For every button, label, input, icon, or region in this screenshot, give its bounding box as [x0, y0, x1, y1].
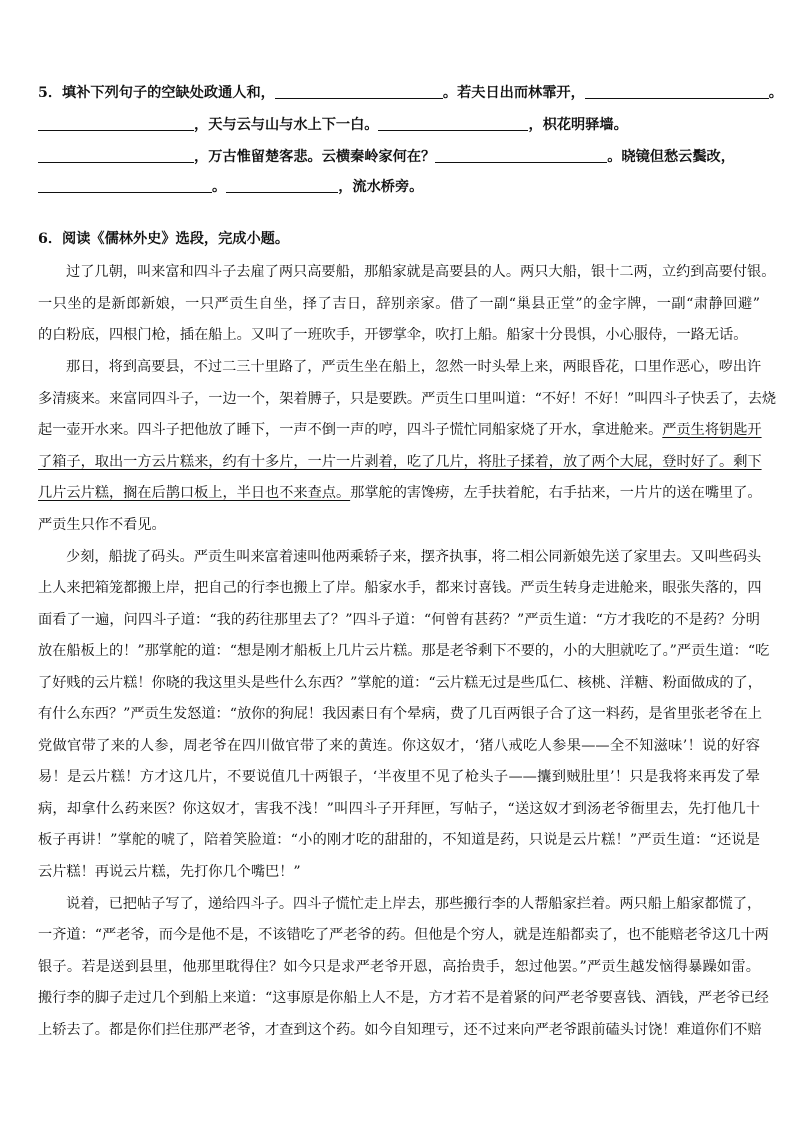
p3-line: 面看了一遍，问四斗子道：“我的药往那里去了？”四斗子道：“何曾有甚药？”严贡生道：“方才我吃的不是药？分明: [38, 612, 760, 628]
p3-line: 易！是云片糕！方才这几片，不要说值几十两银子，‘半夜里不见了枪头子——攮到贼肚里’！只是我将来再发了晕: [38, 769, 760, 785]
p4-line: 一齐道：“严老爷，而今是他不是，不该错吃了严老爷的药。但他是个穷人，就是连船都卖了，也不能赔老爷这几十两: [38, 927, 769, 943]
q5-line-1: [38, 82, 783, 104]
blank: [38, 115, 194, 131]
q5-text: ，枳花明驿墙。: [528, 117, 628, 133]
p4-line: 上轿去了。都是你们拦住那严老爷，才查到这个药。如今自知理亏，还不过来向严老爷跟前磕头讨饶！难道你们不赔: [38, 1022, 762, 1038]
p3-line: 上人来把箱笼都搬上岸，把自己的行李也搬上了岸。船家水手，都来讨喜钱。严贡生转身走进舱来，眼张失落的，四: [38, 580, 762, 596]
p3-line: 少刻，船拢了码头。严贡生叫来富着速叫他两乘轿子来，摆齐执事，将二相公同新娘先送了家里去。又叫些码头: [66, 549, 762, 565]
p2-line: [38, 419, 760, 441]
underlined-passage: 了箱子，取出一方云片糕来，约有十多片，一片一片剥着，吃了几片，将肚子揉着，放了两个大屁，登时好了。剩下: [38, 454, 762, 470]
blank: [275, 83, 443, 99]
p2-text: 那掌舵的害馋痨，左手扶着舵，右手拈来，一片片的送在嘴里了。: [350, 485, 762, 501]
blank: [378, 115, 528, 131]
p2-text: 起一壶开水来。四斗子把他放了睡下，一声不倒一声的哼，四斗子慌忙同船家烧了开水，拿进舱来。: [38, 422, 663, 438]
p3-line: 有什么东西？”严贡生发怒道：“放你的狗屁！我因素日有个晕病，费了几百两银子合了这一料药，是省里张老爷在上: [38, 706, 762, 722]
p3-line: 云片糕！再说云片糕，先打你几个嘴巴！”: [38, 864, 301, 880]
p1-line: 过了几朝，叫来富和四斗子去雇了两只高要船，那船家就是高要县的人。两只大船，银十二两，立约到高要付银。: [66, 264, 776, 280]
p3-line: 党做官带了来的人参，周老爷在四川做官带了来的黄连。你这奴才，‘猪八戒吃人参果——全不知滋味’！说的好容: [38, 738, 760, 754]
q5-text: 。: [768, 85, 783, 101]
p2-line: [38, 482, 760, 504]
p3-line: 放在船板上的！”那掌舵的道：“想是刚才船板上几片云片糕。那是老爷剩下不要的，小的大胆就吃了。”严贡生道：“吃: [38, 643, 770, 659]
q5-line-3: [38, 146, 760, 168]
underlined-passage: 严贡生将钥匙开: [662, 422, 762, 438]
p3-line: 病，却拿什么药来医？你这奴才，害我不浅！”叫四斗子开拜匣，写帖子，“送这奴才到汤老爷衙里去，先打他几十: [38, 801, 760, 817]
q5-text: ，万古惟留楚客悲。云横秦岭家何在？: [194, 149, 436, 165]
q5-text: ，天与云与山与水上下一白。: [194, 117, 379, 133]
p2-line: 严贡生只作不看见。: [38, 517, 166, 533]
p4-line: 说着，已把帖子写了，递给四斗子。四斗子慌忙走上岸去，那些搬行李的人帮船家拦着。两只船上船家都慌了，: [66, 896, 762, 912]
blank: [38, 177, 212, 193]
p1-line: 一只坐的是新郎新娘，一只严贡生自坐，择了吉日，辞别亲家。借了一副“巢县正堂”的金字牌，一副“肃静回避”: [38, 296, 760, 312]
blank: [38, 147, 194, 163]
q5-line-4: [38, 176, 760, 198]
q5-text: 。晓镜但愁云鬓改，: [607, 149, 735, 165]
q5-text: 5．填补下列句子的空缺处政通人和，: [38, 85, 275, 101]
p3-line: 了好贱的云片糕！你晓的我这里头是些什么东西？”掌舵的道：“云片糕无过是些瓜仁、核桃、洋糖、粉面做成的了，: [38, 675, 762, 691]
underlined-passage: 几片云片糕，搁在后鹊口板上，半日也不来查点。: [38, 485, 351, 501]
p4-line: 银子。若是送到县里，他那里耽得住？如今只是求严老爷开恩，高抬贵手，恕过他罢。”严贡生越发恼得暴躁如雷。: [38, 959, 760, 975]
p2-line: 多清痰来。来富同四斗子，一边一个，架着膊子，只是要跌。严贡生口里叫道：“不好！不好！”叫四斗子快丢了，去烧: [38, 391, 777, 407]
blank: [226, 177, 338, 193]
q5-text: 。: [212, 179, 227, 195]
q5-text: 。若夫日出而林霏开，: [442, 85, 585, 101]
p2-line: 那日，将到高要县，不过二三十里路了，严贡生坐在船上，忽然一时头晕上来，两眼昏花，口里作恶心，哕出许: [66, 359, 762, 375]
q5-line-2: [38, 114, 760, 136]
p3-line: 板子再讲！”掌舵的唬了，陪着笑脸道：“小的刚才吃的甜甜的，不知道是药，只说是云片糕！”严贡生道：“还说是: [38, 832, 760, 848]
p1-line: 的白粉底，四根门枪，插在船上。又叫了一班吹手，开锣掌伞，吹打上船。船家十分畏惧，小心服侍，一路无话。: [38, 327, 748, 343]
p4-line: 搬行李的脚子走过几个到船上来道：“这事原是你船上人不是，方才若不是着紧的问严老爷要喜钱、酒钱，严老爷已经: [38, 990, 769, 1006]
q5-text: ，流水桥旁。: [338, 179, 424, 195]
blank: [585, 83, 769, 99]
q6-heading: 6．阅读《儒林外史》选段，完成小题。: [38, 231, 290, 247]
blank: [435, 147, 607, 163]
